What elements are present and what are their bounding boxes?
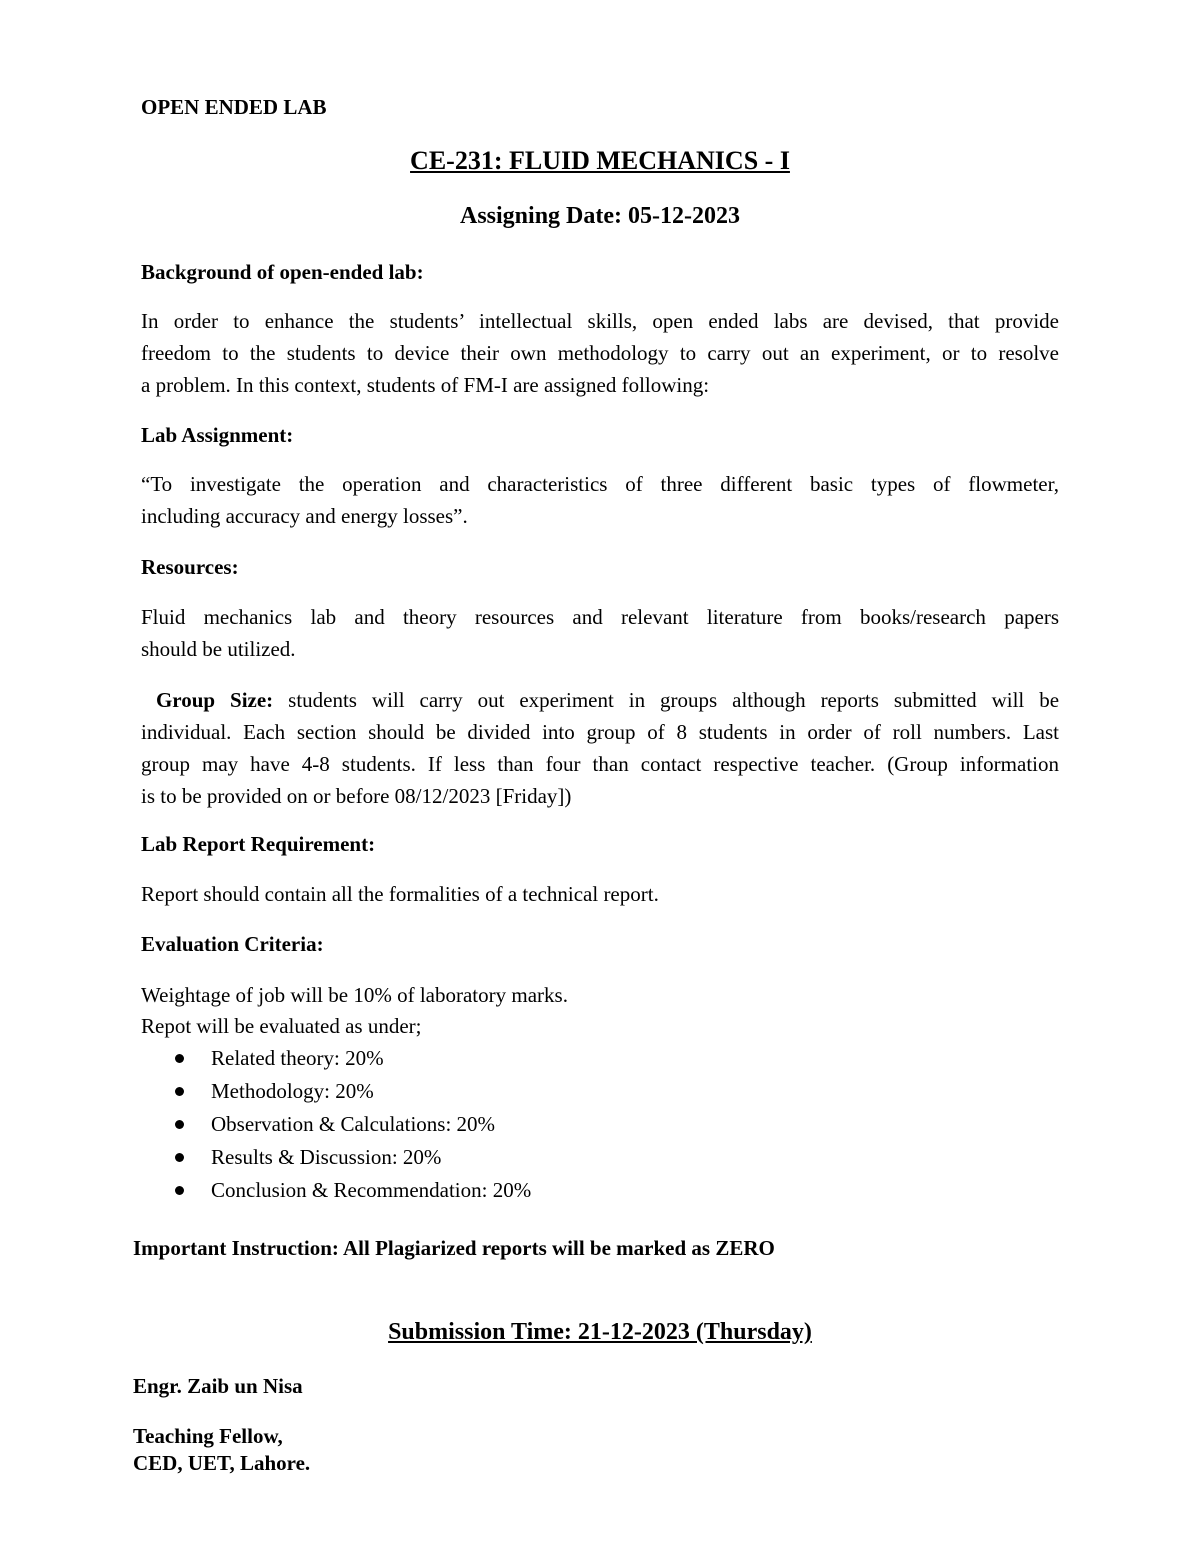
list-item: Related theory: 20%: [211, 1046, 384, 1070]
group-size-heading: Group Size:: [155, 688, 274, 712]
signature-title: Teaching Fellow,: [133, 1424, 283, 1448]
assigning-date: Assigning Date: 05-12-2023: [460, 203, 740, 229]
header-label: OPEN ENDED LAB: [141, 95, 327, 119]
bullet-icon: [175, 1120, 184, 1129]
group-size-line: group may have 4-8 students. If less than four than contact respective teacher. (Group information: [141, 752, 1059, 776]
evaluation-line-1: Weightage of job will be 10% of laboratory marks.: [141, 983, 568, 1007]
list-item: Methodology: 20%: [211, 1079, 374, 1103]
lab-assignment-line: including accuracy and energy losses”.: [141, 504, 468, 528]
important-instruction: Important Instruction: All Plagiarized reports will be marked as ZERO: [133, 1236, 775, 1260]
bullet-icon: [175, 1186, 184, 1195]
background-line: a problem. In this context, students of FM-I are assigned following:: [141, 373, 710, 397]
background-line: freedom to the students to device their own methodology to carry out an experiment, or to resolve: [141, 341, 1059, 365]
group-size-paragraph: [141, 684, 1059, 812]
background-heading: Background of open-ended lab:: [141, 260, 424, 284]
resources-line: Fluid mechanics lab and theory resources and relevant literature from books/research papers: [141, 605, 1059, 629]
bullet-icon: [175, 1153, 184, 1162]
lab-assignment-heading: Lab Assignment:: [141, 423, 294, 447]
resources-heading: Resources:: [141, 555, 239, 579]
resources-paragraph: [141, 601, 1059, 665]
resources-line: should be utilized.: [141, 637, 296, 661]
evaluation-heading: Evaluation Criteria:: [141, 932, 324, 956]
lab-report-text: Report should contain all the formalities of a technical report.: [141, 882, 659, 906]
lab-assignment-line: “To investigate the operation and characteristics of three different basic types of flowmeter,: [141, 472, 1059, 496]
list-item: Conclusion & Recommendation: 20%: [211, 1178, 532, 1202]
bullet-icon: [175, 1054, 184, 1063]
bullet-icon: [175, 1087, 184, 1096]
group-size-line: individual. Each section should be divided into group of 8 students in order of roll numbers. Last: [141, 720, 1059, 744]
signature-org: CED, UET, Lahore.: [133, 1451, 311, 1475]
submission-time: Submission Time: 21-12-2023 (Thursday): [388, 1319, 812, 1345]
signature-name: Engr. Zaib un Nisa: [133, 1374, 303, 1398]
group-size-first-line-text: students will carry out experiment in groups although reports submitted will be: [288, 688, 1060, 712]
background-line: In order to enhance the students’ intellectual skills, open ended labs are devised, that provide: [141, 309, 1059, 333]
group-size-line: is to be provided on or before 08/12/2023 [Friday]): [141, 784, 572, 808]
list-item: Observation & Calculations: 20%: [211, 1112, 496, 1136]
lab-report-heading: Lab Report Requirement:: [141, 832, 376, 856]
list-item: Results & Discussion: 20%: [211, 1145, 442, 1169]
lab-assignment-paragraph: [141, 468, 1059, 532]
background-paragraph: [141, 305, 1059, 401]
course-title: CE-231: FLUID MECHANICS - I: [410, 146, 790, 175]
evaluation-line-2: Repot will be evaluated as under;: [141, 1014, 422, 1038]
group-size-first-line: [141, 684, 1059, 716]
